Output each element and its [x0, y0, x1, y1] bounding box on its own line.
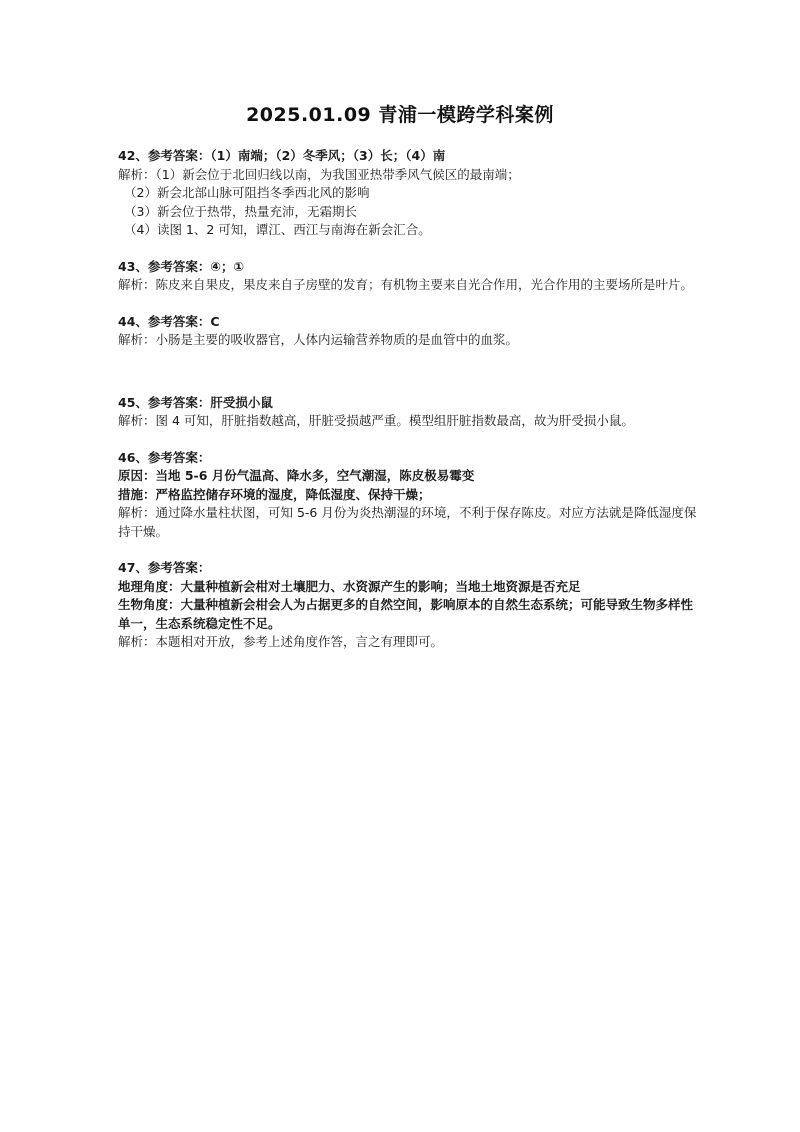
question-42	[118, 147, 698, 240]
q45-answer-label: 45、参考答案：	[118, 394, 211, 410]
q47-answer-label: 47、参考答案：	[118, 560, 211, 575]
q46-analysis: 解析：通过降水量柱状图，可知 5-6 月份为炎热潮湿的环境，不利于保存陈皮。对应方法就是降低湿度保持干燥。	[118, 505, 697, 539]
question-46	[118, 449, 698, 542]
q42-analysis-line-2: （2）新会北部山脉可阻挡冬季西北风的影响	[124, 185, 370, 200]
q43-answer-label: 43、参考答案：	[118, 258, 211, 274]
q42-analysis-line-3: （3）新会位于热带，热量充沛，无霜期长	[124, 203, 357, 219]
q42-analysis-line-1: 解析：（1）新会位于北回归线以南，为我国亚热带季风气候区的最南端；	[118, 166, 520, 182]
q42-answer-text: （1）南端；（2）冬季风；（3）长；（4）南	[210, 148, 446, 163]
q45-analysis: 解析：图 4 可知，肝脏指数越高，肝脏受损越严重。模型组肝脏指数最高，故为肝受损小鼠。	[118, 413, 634, 428]
q47-geo-angle: 地理角度：大量种植新会柑对土壤肥力、水资源产生的影响；当地土地资源是否充足	[118, 578, 581, 594]
page-title: 2025.01.09 青浦一模跨学科案例	[246, 104, 554, 126]
q46-reason: 原因：当地 5-6 月份气温高、降水多，空气潮湿，陈皮极易霉变	[118, 468, 475, 483]
q42-answer-label: 42、参考答案：	[118, 148, 211, 163]
q45-answer-text: 肝受损小鼠	[210, 394, 273, 410]
question-44	[118, 313, 698, 350]
q42-analysis-line-4: （4）读图 1、2 可知，谭江、西江与南海在新会汇合。	[124, 222, 431, 237]
q44-answer-label: 44、参考答案：	[118, 313, 211, 329]
q47-analysis: 解析：本题相对开放，参考上述角度作答，言之有理即可。	[118, 634, 444, 649]
q47-bio-angle: 生物角度：大量种植新会柑会人为占据更多的自然空间，影响原本的自然生态系统；可能导致生物多样性单一，生态系统稳定性不足。	[118, 597, 694, 631]
question-43	[118, 258, 698, 295]
question-45	[118, 394, 698, 431]
q44-answer-text: C	[210, 313, 220, 329]
q46-measure: 措施：严格监控储存环境的湿度，降低湿度、保持干燥；	[118, 486, 431, 502]
q43-analysis: 解析：陈皮来自果皮，果皮来自子房壁的发育；有机物主要来自光合作用，光合作用的主要场所是叶片。	[118, 277, 694, 292]
answer-content	[118, 147, 698, 670]
question-47	[118, 559, 698, 652]
q44-analysis: 解析：小肠是主要的吸收器官，人体内运输营养物质的是血管中的血浆。	[118, 332, 519, 347]
q46-answer-label: 46、参考答案：	[118, 449, 211, 465]
q43-answer-text: ④；①	[210, 258, 245, 274]
